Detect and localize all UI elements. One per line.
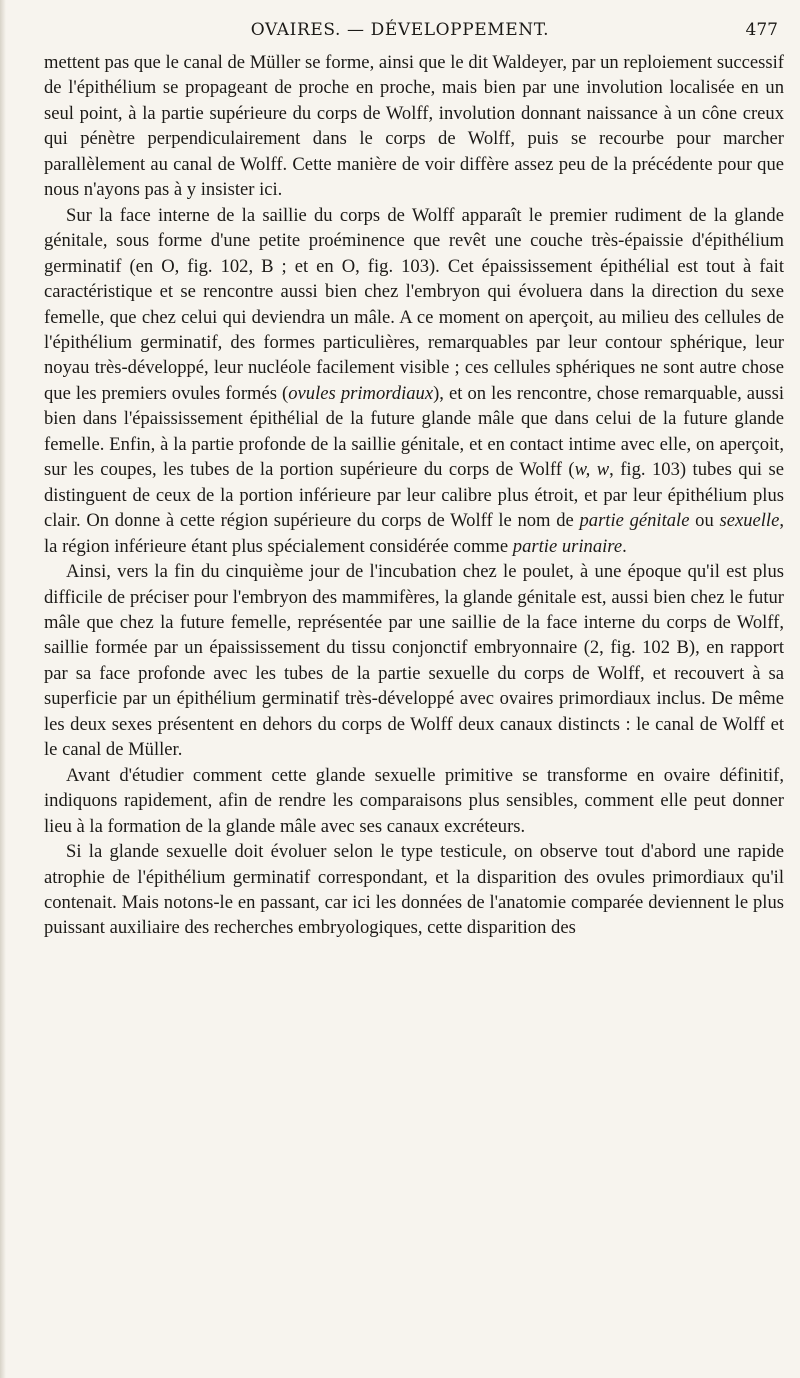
page-number: 477 — [745, 20, 778, 40]
paragraph-1 — [44, 50, 784, 203]
text-run: Avant d'étudier comment cette glande sexuelle primitive se transforme en ovaire définitif, indiquons rapidement, afin de rendre les comparaisons plus sensibles, comment elle peut donner lieu à la formation de la glande mâle avec ses canaux excréteurs. — [44, 764, 784, 837]
body-text — [44, 50, 784, 941]
text-run: Ainsi, vers la fin du cinquième jour de l'incubation chez le poulet, à une époque qu'il est plus difficile de préciser pour l'embryon des mammifères, la glande génitale est, aussi bien chez le futur mâle que chez la future femelle, représentée par une saillie de la face interne du corps de Wolff, saillie formée par un épaississement du tissu conjonctif embryonnaire (2, fig. 102 B), en rapport par sa face profonde avec les tubes de la partie sexuelle du corps de Wolff, et recouvert à sa superficie par un épithélium germinatif très-développé avec ovaires primordiaux inclus. De même les deux sexes présentent en dehors du corps de Wolff deux canaux distincts : le canal de Wolff et le canal de Müller. — [44, 561, 784, 761]
text-run: . — [622, 535, 627, 557]
paragraph-4 — [44, 763, 784, 839]
italic-term: ovules primordiaux — [288, 382, 434, 404]
paragraph-2 — [44, 203, 784, 559]
text-run: Si la glande sexuelle doit évoluer selon le type testicule, on observe tout d'abord une rapide atrophie de l'épithélium germinatif correspondant, et la disparition des ovules primordiaux qu'il contenait. Mais notons-le en passant, car ici les données de l'anatomie comparée deviennent le plus puissant auxiliaire des recherches embryologiques, cette disparition des — [44, 841, 784, 939]
paragraph-5 — [44, 839, 784, 941]
text-run: Sur la face interne de la saillie du corps de Wolff apparaît le premier rudiment de la glande génitale, sous forme d'une petite proéminence que revêt une couche très-épaissie d'épithélium germinatif (en O, fig. 102, B ; et en O, fig. 103). Cet épaississement épithélial est tout à fait caractéristique et se rencontre aussi bien chez l'embryon qui évoluera dans la direction du sexe femelle, que chez celui qui deviendra un mâle. A ce moment on aperçoit, au milieu des cellules de l'épithélium germinatif, des formes particulières, remarquables par leur contour sphérique, leur noyau très-développé, leur nucléole facilement visible ; ces cellules sphériques ne sont autre chose que les premiers ovules formés ( — [44, 204, 784, 404]
text-run: , fig. 103) tubes qui se distinguent de ceux de la portion inférieure par leur calibre plus étroit, et par leur épithélium plus clair. On donne à cette région supérieure du corps de Wolff le nom de — [44, 459, 784, 532]
italic-term: partie génitale — [579, 510, 690, 532]
text-run: , la région inférieure étant plus spécialement considérée comme — [44, 510, 785, 557]
text-run: mettent pas que le canal de Müller se forme, ainsi que le dit Waldeyer, par un reploiement successif de l'épithélium se propageant de proche en proche, mais bien par une involution localisée en un seul point, à la partie supérieure du corps de Wolff, involution donnant naissance à un cône creux qui pénètre perpendiculairement dans le corps de Wolff, puis se recourbe pour marcher parallèlement au canal de Wolff. Cette manière de voir diffère assez peu de la précédente pour que nous n'ayons pas à y insister ici. — [44, 52, 784, 201]
page-edge-shadow — [0, 0, 6, 1378]
italic-term: partie urinaire — [512, 535, 623, 557]
text-run: ou — [689, 510, 720, 532]
page-header — [0, 20, 800, 46]
text-run: ), et on les rencontre, chose remarquable, aussi bien dans l'épaississement épithélial de la future glande mâle que dans celui de la future glande femelle. Enfin, à la partie profonde de la saillie génitale, et en contact intime avec elle, on aperçoit, sur les coupes, les tubes de la portion supérieure du corps de Wolff ( — [44, 382, 784, 481]
paragraph-3 — [44, 559, 784, 763]
italic-term: sexuelle — [719, 510, 780, 532]
running-title: OVAIRES. — DÉVELOPPEMENT. — [250, 20, 550, 40]
italic-term: w, w — [574, 459, 610, 481]
